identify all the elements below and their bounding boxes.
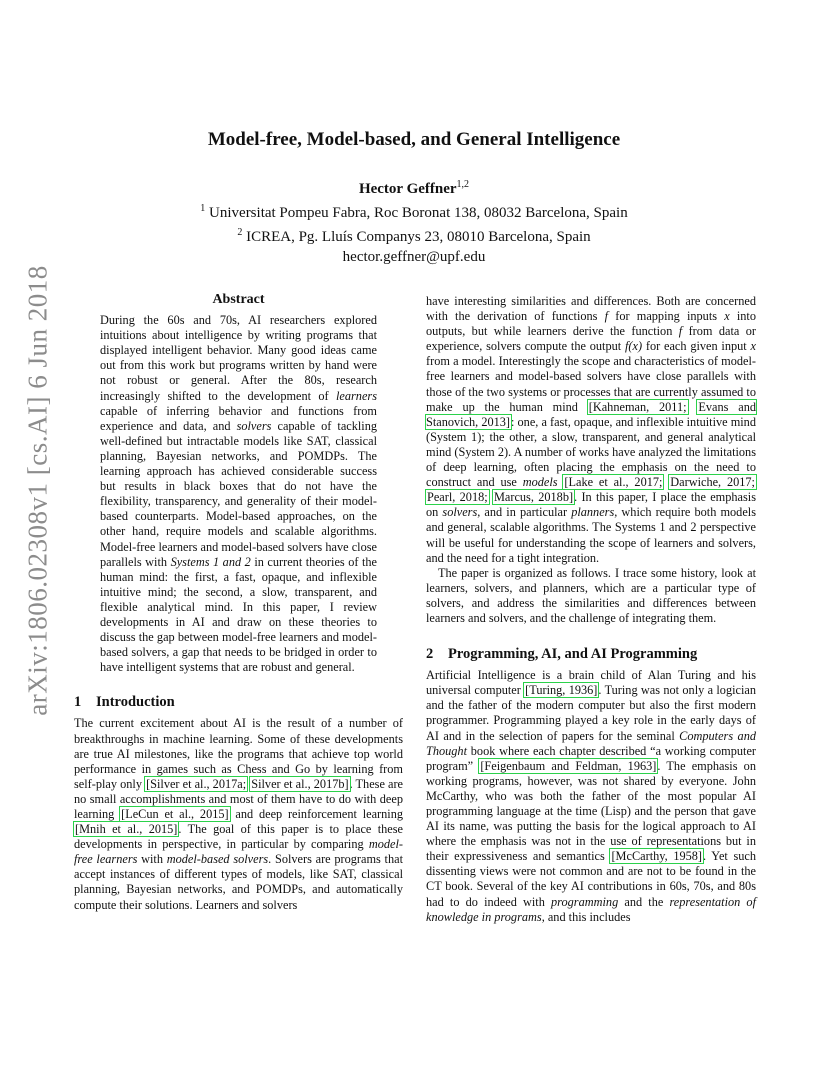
affiliation-2-text: ICREA, Pg. Lluís Companys 23, 08010 Barcelona, Spain	[246, 229, 591, 245]
citation-link[interactable]: Silver et al., 2017b]	[251, 776, 349, 791]
math-symbol: f	[604, 309, 609, 324]
body-text: The current excitement about AI is the result of a number of breakthroughs in machine learning. Some of these developments are true AI milestones, like the programs that achieve top world performance in games such as Chess and Go by learning from self-play only	[74, 716, 403, 791]
affiliation-1	[0, 199, 828, 223]
author-name: Hector Geffner	[358, 181, 457, 197]
body-text: from a model. Interestingly the scope and characteristics of model-free learners and model-based solvers have close parallels with those of the two systems or processes that are currently assumed to make up the human mind	[426, 354, 756, 414]
section-1-heading	[74, 695, 403, 710]
section-number: 1	[74, 694, 82, 711]
body-text: . These are no small accomplishments and most of them have to do with deep learning	[74, 776, 403, 821]
abstract-emphasis: solvers	[236, 418, 272, 433]
citation-link[interactable]: Darwiche, 2017;	[670, 475, 755, 490]
body-text: Artificial Intelligence is a brain child of Alan Turing and his universal computer	[426, 668, 756, 698]
citation-link[interactable]: [Mnih et al., 2015]	[75, 822, 178, 837]
affiliation-2-marker: 2	[237, 227, 243, 238]
body-emphasis: model-free learners	[74, 837, 403, 867]
author-superscript: 1,2	[456, 179, 470, 190]
body-text: for mapping inputs	[608, 309, 725, 324]
citation-link[interactable]: [Feigenbaum and Feldman, 1963]	[480, 758, 657, 773]
intro-paragraph-continued	[426, 294, 756, 566]
citation-link[interactable]: [McCarthy, 1958]	[611, 849, 703, 864]
body-text: . Solvers are programs that accept instances of different types of models, like SAT, classical planning, Bayesian networks, and POMDPs, and automatically compute their solutions. Learners and solvers	[74, 852, 403, 912]
abstract-text-part: in current theories of the human mind: the first, a fast, opaque, and inflexible intuitive mind; the second, a slow, transparent, and flexible analytical mind. In this paper, I review developments in AI and draw on these theories to discuss the gap between model-free learners and model-based solvers, a gap that needs to be bridged in order to have intelligent systems that are robust and general.	[100, 554, 377, 675]
citation-link[interactable]: Pearl, 2018;	[427, 490, 488, 505]
arxiv-identifier-stamp	[18, 264, 58, 716]
body-text: , and in particular	[477, 505, 572, 520]
body-emphasis: representation of knowledge in programs	[426, 894, 756, 924]
body-text: book where each chapter described “a working computer program”	[426, 743, 756, 773]
body-text: . The emphasis on working programs, however, was not shared by everyone. John McCarthy, who was both the father of the most popular AI programming language at the time (Lisp) and the person that gave AI its name, was putting the basis for the logical approach to AI where the emphasis was not in the use of representations but in their expressiveness and semantics	[426, 758, 756, 864]
abstract-text-part: capable of inferring behavior and functions from experience and data, and	[100, 403, 377, 433]
body-text: and the	[618, 894, 670, 909]
math-symbol: x	[750, 339, 756, 354]
section-title: Programming, AI, and AI Programming	[448, 646, 698, 663]
body-text: for each given input	[642, 339, 751, 354]
right-column	[426, 294, 756, 925]
body-text: , and this includes	[541, 909, 631, 924]
left-column	[74, 292, 403, 913]
paper-title: Model-free, Model-based, and General Intelligence	[207, 129, 621, 150]
section-title: Introduction	[96, 694, 175, 711]
body-text: from data or experience, solvers compute the output	[426, 324, 756, 354]
body-emphasis: solvers	[442, 505, 478, 520]
body-text: with	[137, 852, 167, 867]
citation-link[interactable]: [Kahneman, 2011;	[588, 399, 687, 414]
citation-link[interactable]: [Turing, 1936]	[525, 683, 598, 698]
arxiv-stamp-text: arXiv:1806.02308v1 [cs.AI] 6 Jun 2018	[22, 264, 53, 716]
body-emphasis: programming	[551, 894, 619, 909]
body-text: , which require both models and general, scalable algorithms. The Systems 1 and 2 perspective will be useful for understanding the scope of learners and solvers, and the need for a tight integration.	[426, 505, 756, 565]
abstract-emphasis: learners	[336, 388, 377, 403]
body-emphasis: models	[522, 475, 558, 490]
abstract-text-part: During the 60s and 70s, AI researchers explored intuitions about intelligence by writing programs that displayed intelligent behavior. Many good ideas came out from this work but programs written by hand were not robust or general. After the 80s, research increasingly shifted to the development of	[100, 313, 377, 403]
outline-paragraph: The paper is organized as follows. I trace some history, look at learners, solvers, and planners, which are a particular type of solvers, and address the similarities and differences between learners and solvers, and the challenge of integrating them.	[426, 565, 756, 625]
body-text: . Yet such dissenting views were not common and are not to be found in the CT book. Several of the key AI contributions in 60s, 70s, and 80s had to do indeed with	[426, 849, 757, 909]
section-number: 2	[426, 646, 434, 663]
body-text: and deep reinforcement learning	[229, 807, 404, 821]
intro-paragraph	[74, 716, 403, 912]
citation-link[interactable]: [Silver et al., 2017a;	[146, 776, 247, 791]
author-email: hector.geffner@upf.edu	[342, 249, 486, 265]
body-text: : one, a fast, opaque, and inflexible intuitive mind (System 1); the other, a slow, transparent, and general analytical mind (System 2). A number of works have analyzed the limitations of deep learning, often placing the emphasis on the need to construct and use	[426, 414, 756, 490]
abstract-heading: Abstract	[212, 292, 265, 307]
citation-link[interactable]: [Lake et al., 2017;	[564, 475, 663, 490]
section-2-paragraph	[426, 668, 756, 925]
body-text: . Turing was not only a logician and the father of the modern computer but also the first modern programmer. Programming played a key role in the early days of AI and in the selection of papers for the seminal	[426, 683, 756, 743]
citation-link[interactable]: [LeCun et al., 2015]	[121, 807, 229, 821]
body-emphasis: model-based solvers	[166, 852, 269, 867]
body-emphasis: planners	[571, 505, 615, 520]
math-expression: f(x)	[624, 339, 643, 354]
math-symbol: x	[724, 309, 730, 324]
abstract-text	[100, 313, 377, 675]
body-text: have interesting similarities and differences. Both are concerned with the derivation of functions	[426, 294, 756, 324]
affiliation-1-marker: 1	[200, 203, 206, 214]
author-block	[0, 175, 828, 267]
body-text: . The goal of this paper is to place these developments in perspective, in particular by comparing	[74, 822, 403, 852]
affiliation-1-text: Universitat Pompeu Fabra, Roc Boronat 138, 08032 Barcelona, Spain	[209, 205, 628, 221]
body-emphasis: Computers and Thought	[426, 728, 756, 758]
citation-link[interactable]: Evans and Stanovich, 2013]	[426, 399, 756, 429]
abstract-text-part: capable of tackling well-defined but intractable models like SAT, classical planning, Bayesian networks, and POMDPs. The learning approach has achieved considerable success but results in black boxes that do not have the flexibility, transparency, and generality of their model-based counterparts. Model-based approaches, on the other hand, require models and scalable algorithms. Model-free learners and model-based solvers have close parallels with	[100, 418, 378, 569]
affiliation-2	[0, 223, 828, 247]
body-text: into outputs, but while learners derive the function	[426, 309, 756, 339]
section-2-heading	[426, 647, 756, 662]
citation-link[interactable]: Marcus, 2018b]	[493, 490, 574, 505]
author-line	[0, 175, 828, 199]
math-symbol: f	[678, 324, 683, 339]
abstract-emphasis: Systems 1 and 2	[170, 554, 251, 569]
body-text: . In this paper, I place the emphasis on	[426, 490, 756, 520]
